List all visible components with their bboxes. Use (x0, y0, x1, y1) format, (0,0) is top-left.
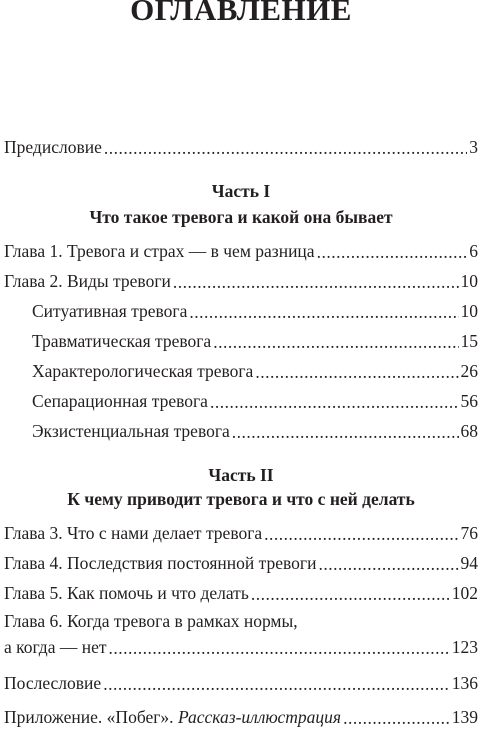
toc-entry-title: Травматическая тревога (32, 331, 212, 351)
toc-entry-page: 10 (460, 301, 478, 321)
toc-entry-page: 26 (460, 361, 478, 381)
toc-entry-chapter-1[interactable] (4, 238, 478, 262)
toc-entry-chapter-5[interactable] (4, 580, 478, 604)
toc-entry-title: Глава 4. Последствия постоянной тревоги (4, 553, 317, 573)
toc-entry-chapter-4[interactable] (4, 550, 478, 574)
toc-entry-page: 136 (451, 673, 478, 693)
dot-leader (317, 242, 468, 262)
toc-entry-title: а когда — нет (4, 637, 107, 657)
toc-entry-existential[interactable] (32, 418, 478, 442)
toc-entry-title: Сепарационная тревога (32, 391, 208, 411)
appendix-title: Приложение. «Побег». (4, 707, 174, 727)
dot-leader (264, 524, 458, 544)
toc-entry-title: Послесловие (4, 673, 102, 693)
appendix-title-italic: Рассказ-иллюстрация (177, 707, 342, 727)
part-1-label: Часть I (211, 181, 271, 201)
toc-entry-page: 123 (451, 637, 478, 657)
part-2-label: Часть II (208, 465, 274, 485)
dot-leader (232, 422, 459, 442)
toc-entry-title: Экзистенциальная тревога (32, 421, 230, 441)
toc-entry-title: Характерологическая тревога (32, 361, 254, 381)
part-2-subtitle: К чему приводит тревога и что с ней делать (67, 489, 415, 509)
toc-entry-appendix[interactable] (4, 704, 478, 728)
toc-entry-title: Глава 1. Тревога и страх — в чем разница (4, 241, 315, 261)
toc-entry-traumatic[interactable] (32, 328, 478, 352)
dot-leader (251, 584, 450, 604)
dot-leader (343, 708, 450, 728)
toc-entry-page: 139 (451, 707, 478, 727)
toc-entry-page: 6 (469, 241, 478, 261)
toc-entry-title (4, 706, 341, 728)
toc-entry-title: Предисловие (4, 137, 102, 157)
toc-entry-page: 10 (460, 271, 478, 291)
toc-entry-title: Глава 5. Как помочь и что делать (4, 583, 249, 603)
toc-entry-characterological[interactable] (32, 358, 478, 382)
toc-entry-chapter-3[interactable] (4, 520, 478, 544)
dot-leader (318, 554, 458, 574)
dot-leader (255, 362, 458, 382)
toc-entry-chapter-6-title[interactable]: Глава 6. Когда тревога в рамках нормы, (4, 611, 298, 631)
toc-entry-page: 76 (460, 523, 478, 543)
toc-entry-page: 3 (469, 137, 478, 157)
toc-entry-separation[interactable] (32, 388, 478, 412)
toc-entry-page: 68 (460, 421, 478, 441)
toc-entry-page: 15 (460, 331, 478, 351)
dot-leader (213, 332, 458, 352)
toc-entry-title: Глава 3. Что с нами делает тревога (4, 523, 263, 543)
dot-leader (104, 138, 467, 158)
toc-entry-page: 56 (460, 391, 478, 411)
toc-entry-chapter-6[interactable] (4, 634, 478, 658)
toc-entry-title: Ситуативная тревога (32, 301, 188, 321)
dot-leader (210, 392, 459, 412)
toc-entry-situational[interactable] (32, 298, 478, 322)
toc-entry-preface[interactable] (4, 134, 478, 158)
toc-entry-chapter-2[interactable] (4, 268, 478, 292)
dot-leader (103, 674, 450, 694)
dot-leader (109, 638, 450, 658)
dot-leader (189, 302, 458, 322)
toc-entry-afterword[interactable] (4, 670, 478, 694)
toc-entry-page: 94 (460, 553, 478, 573)
toc-entry-title: Глава 2. Виды тревоги (4, 271, 171, 291)
dot-leader (173, 272, 459, 292)
toc-entry-page: 102 (451, 583, 478, 603)
page-title: ОГЛАВЛЕНИЕ (130, 0, 352, 27)
part-1-subtitle: Что такое тревога и какой она бывает (89, 207, 393, 227)
